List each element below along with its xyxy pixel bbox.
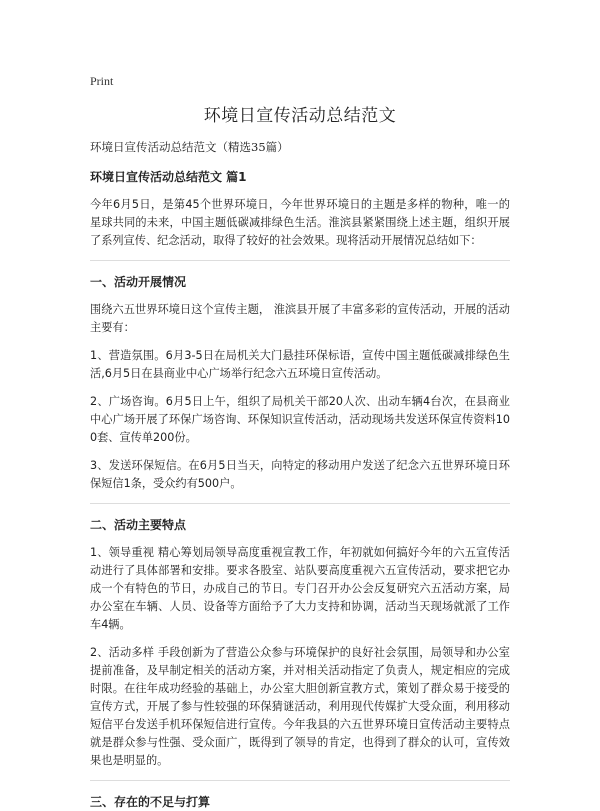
section-1-paragraph-1: 围绕六五世界环境日这个宣传主题， 淮滨县开展了丰富多彩的宣传活动，开展的活动主要有：: [90, 303, 510, 334]
section-2-paragraph-2: 2、活动多样 手段创新为了营造公众参与环境保护的良好社会氛围，局领导和办公室提前准备，及早制定相关的活动方案，并对相关活动指定了负责人，规定相应的完成时限。在往年成功经验的基础上，办公室大胆创新宣教方式，策划了群众易于接受的宣传方式，开展了参与性较强的环保猜谜活动，利用现代传媒扩大受众面，利用移动短信平台发送手机环保短信进行宣传。今年我县的六五世界环境日宣传活动主要特点就是群众参与性强、受众面广，既得到了领导的肯定，也得到了群众的认可，宣传效果也是明显的。: [90, 646, 510, 767]
article-heading: 环境日宣传活动总结范文 篇1: [90, 170, 247, 184]
document-subtitle: 环境日宣传活动总结范文（精选35篇）: [90, 140, 289, 154]
section-1-paragraph-2: 1、营造氛围。6月3-5日在局机关大门悬挂环保标语，宣传中国主题低碳减排绿色生活,6月5日在县商业中心广场举行纪念六五环境日宣传活动。: [90, 349, 510, 380]
section-1-paragraph-3: 2、广场咨询。6月5日上午，组织了局机关干部20人次、出动车辆4台次，在县商业中心广场开展了环保广场咨询、环保知识宣传活动，活动现场共发送环保宣传资料100套、宣传单200份。: [90, 395, 510, 444]
divider: [90, 260, 510, 261]
divider: [90, 780, 510, 781]
page-title: 环境日宣传活动总结范文: [203, 106, 397, 126]
section-2-paragraph-1: 1、领导重视 精心筹划局领导高度重视宣教工作，年初就如何搞好今年的六五宣传活动进行了具体部署和安排。要求各股室、站队要高度重视六五宣传活动，要求把它办成一个有特色的节日，办成自己的节日。专门召开办公会反复研究六五活动方案，局办公室在车辆、人员、设备等方面给予了大力支持和协调，活动当天现场就派了工作车4辆。: [90, 546, 510, 631]
section-heading-3: 三、存在的不足与打算: [90, 795, 211, 809]
print-label[interactable]: Print: [90, 74, 114, 88]
intro-paragraph: 今年6月5日，是第45个世界环境日，今年世界环境日的主题是多样的物种，唯一的星球共同的未来，中国主题低碳减排绿色生活。淮滨县紧紧围绕上述主题，组织开展了系列宣传、纪念活动，取得了较好的社会效果。现将活动开展情况总结如下：: [90, 198, 510, 247]
section-heading-2: 二、活动主要特点: [90, 518, 187, 532]
divider: [90, 503, 510, 504]
section-1-paragraph-4: 3、发送环保短信。在6月5日当天，向特定的移动用户发送了纪念六五世界环境日环保短信1条，受众约有500户。: [90, 459, 510, 490]
section-heading-1: 一、活动开展情况: [90, 275, 187, 289]
